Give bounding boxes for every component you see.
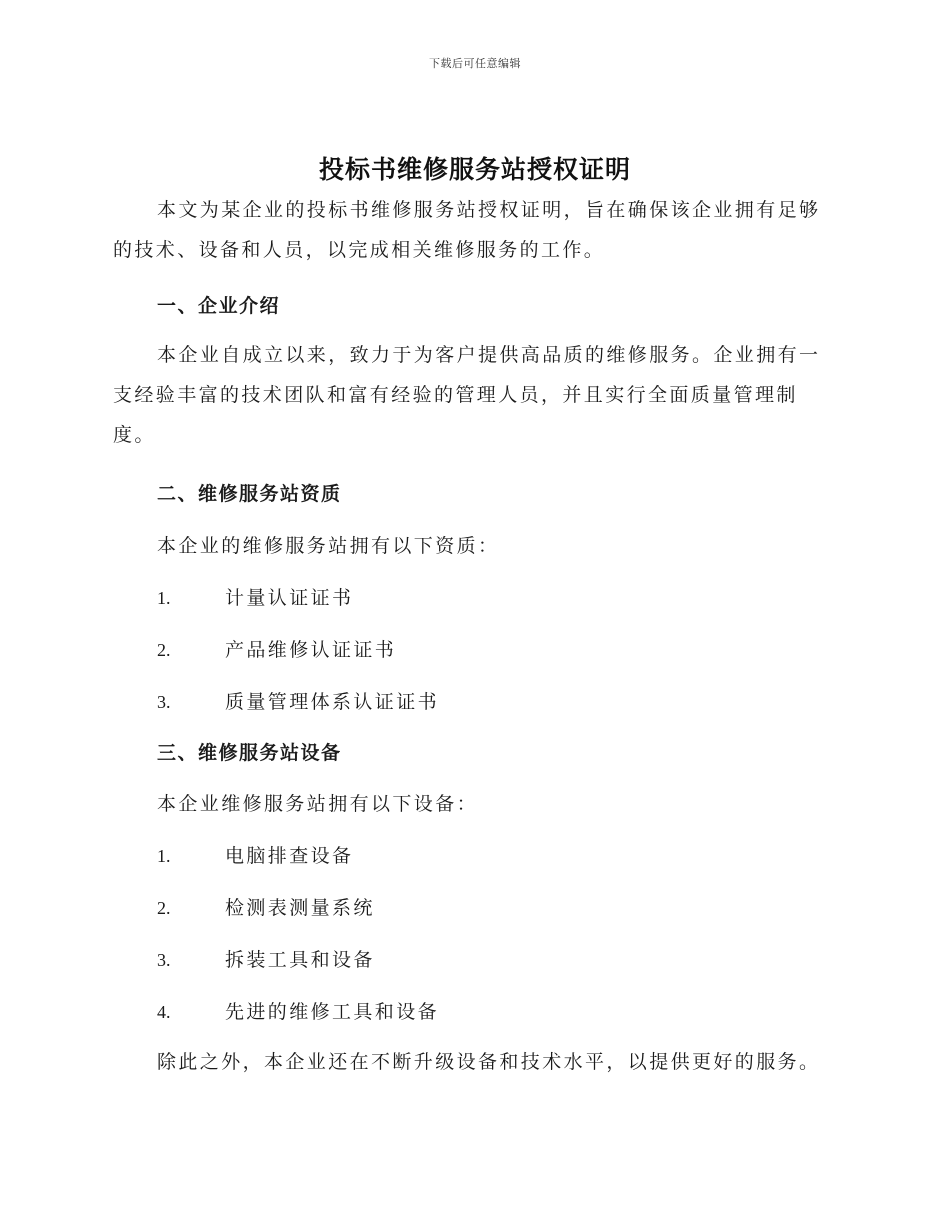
section-2-lead: 本企业的维修服务站拥有以下资质： xyxy=(157,535,500,557)
list-number: 4. xyxy=(157,1002,171,1022)
list-number: 3. xyxy=(157,692,171,712)
list-text: 计量认证证书 xyxy=(225,587,354,609)
list-number: 1. xyxy=(157,846,171,866)
list-number: 2. xyxy=(157,640,171,660)
list-item xyxy=(157,635,396,662)
list-number: 3. xyxy=(157,950,171,970)
list-text: 产品维修认证证书 xyxy=(225,639,397,661)
section-2-heading: 二、维修服务站资质 xyxy=(157,483,342,505)
list-text: 检测表测量系统 xyxy=(225,897,375,919)
list-item xyxy=(157,583,353,610)
list-item xyxy=(157,893,375,920)
closing-paragraph: 除此之外，本企业还在不断升级设备和技术水平，以提供更好的服务。 xyxy=(157,1051,821,1073)
intro-paragraph: 本文为某企业的投标书维修服务站授权证明，旨在确保该企业拥有足够的技术、设备和人员，以完成相关维修服务的工作。 xyxy=(113,199,821,261)
list-item xyxy=(157,687,439,714)
list-text: 先进的维修工具和设备 xyxy=(225,1001,440,1023)
list-number: 1. xyxy=(157,588,171,608)
list-item xyxy=(157,841,353,868)
header-note: 下载后可任意编辑 xyxy=(429,57,521,70)
list-number: 2. xyxy=(157,898,171,918)
section-1-heading: 一、企业介绍 xyxy=(157,295,281,317)
list-text: 拆装工具和设备 xyxy=(225,949,375,971)
section-3-heading: 三、维修服务站设备 xyxy=(157,742,342,764)
section-3-lead: 本企业维修服务站拥有以下设备： xyxy=(157,793,479,815)
section-1-body: 本企业自成立以来，致力于为客户提供高品质的维修服务。企业拥有一支经验丰富的技术团队和富有经验的管理人员，并且实行全面质量管理制度。 xyxy=(113,344,821,446)
list-item xyxy=(157,997,439,1024)
document-title: 投标书维修服务站授权证明 xyxy=(318,155,631,184)
list-text: 质量管理体系认证证书 xyxy=(225,691,440,713)
list-item xyxy=(157,945,375,972)
list-text: 电脑排查设备 xyxy=(225,845,354,867)
